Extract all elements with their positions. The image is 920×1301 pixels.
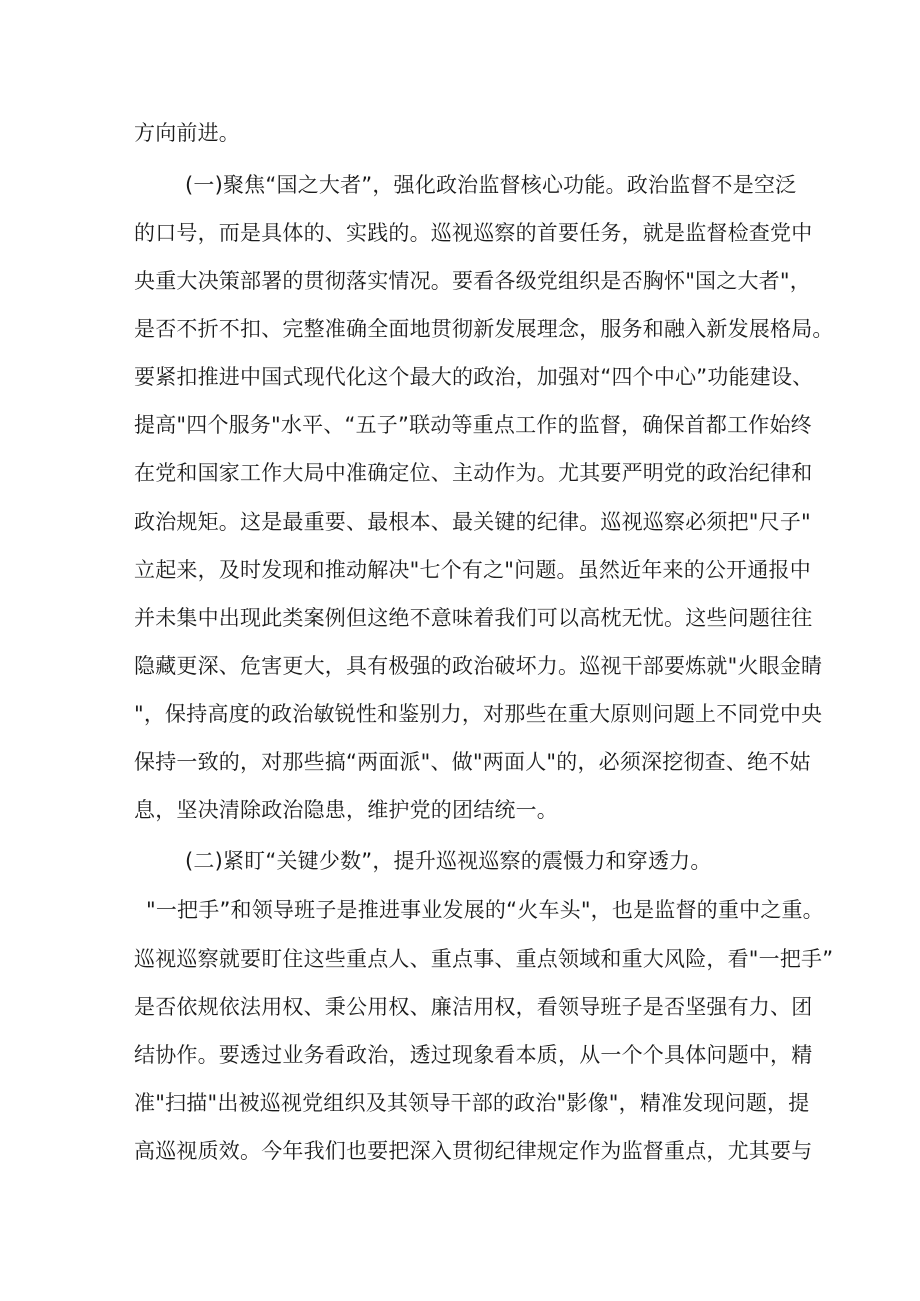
text-line-14: 保持一致的，对那些搞“两面派"、做"两面人"的，必须深挖彻查、绝不姑 [134,750,811,774]
text-line-12: 隐藏更深、危害更大，具有极强的政治破坏力。巡视干部要炼就"火眼金睛 [134,654,823,678]
section-heading-1: (一)聚焦“国之大者”，强化政治监督核心功能。政治监督不是空泛 [185,173,797,197]
text-line-7: 提高"四个服务"水平、“五子”联动等重点工作的监督，确保首都工作始终 [134,413,812,437]
text-line-1: 方向前进。 [134,121,240,145]
text-line-19: 是否依规依法用权、秉公用权、廉洁用权，看领导班子是否坚强有力、团 [134,995,813,1019]
text-line-11: 并未集中出现此类案例但这绝不意味着我们可以高枕无忧。这些问题往往 [134,606,813,630]
text-line-6: 要紧扣推进中国式现代化这个最大的政治，加强对“四个中心”功能建设、 [134,365,814,389]
text-line-13: "，保持高度的政治敏锐性和鉴别力，对那些在重大原则问题上不同党中央 [134,702,823,726]
text-line-3: 的口号，而是具体的、实践的。巡视巡察的首要任务，就是监督检查党中 [134,221,813,245]
text-line-9: 政治规矩。这是最重要、最根本、最关键的纪律。巡视巡察必须把"尺子" [134,510,811,534]
text-line-22: 高巡视质效。今年我们也要把深入贯彻纪律规定作为监督重点，尤其要与 [134,1139,813,1163]
text-line-17: "一把手”和领导班子是推进事业发展的“火车头"，也是监督的重中之重。 [146,898,824,922]
text-line-20: 结协作。要透过业务看政治，透过现象看本质，从一个个具体问题中，精 [134,1043,813,1067]
text-line-10: 立起来，及时发现和推动解决"七个有之"问题。虽然近年来的公开通报中 [134,558,811,582]
text-line-5: 是否不折不扣、完整准确全面地贯彻新发展理念，服务和融入新发展格局。 [134,317,834,341]
text-line-18: 巡视巡察就要盯住这些重点人、重点事、重点领域和重大风险，看"一把手” [134,947,834,971]
text-line-8: 在党和国家工作大局中准确定位、主动作为。尤其要严明党的政治纪律和 [134,461,813,485]
text-line-4: 央重大决策部署的贯彻落实情况。要看各级党组织是否胸怀"国之大者"， [134,269,811,293]
text-line-21: 准"扫描"出被巡视党组织及其领导干部的政治"影像"，精准发现问题，提 [134,1091,810,1115]
section-heading-2: (二)紧盯“关键少数”，提升巡视巡察的震慑力和穿透力。 [185,849,712,873]
text-line-15: 息，坚决清除政治隐患，维护党的团结统一。 [134,798,558,822]
